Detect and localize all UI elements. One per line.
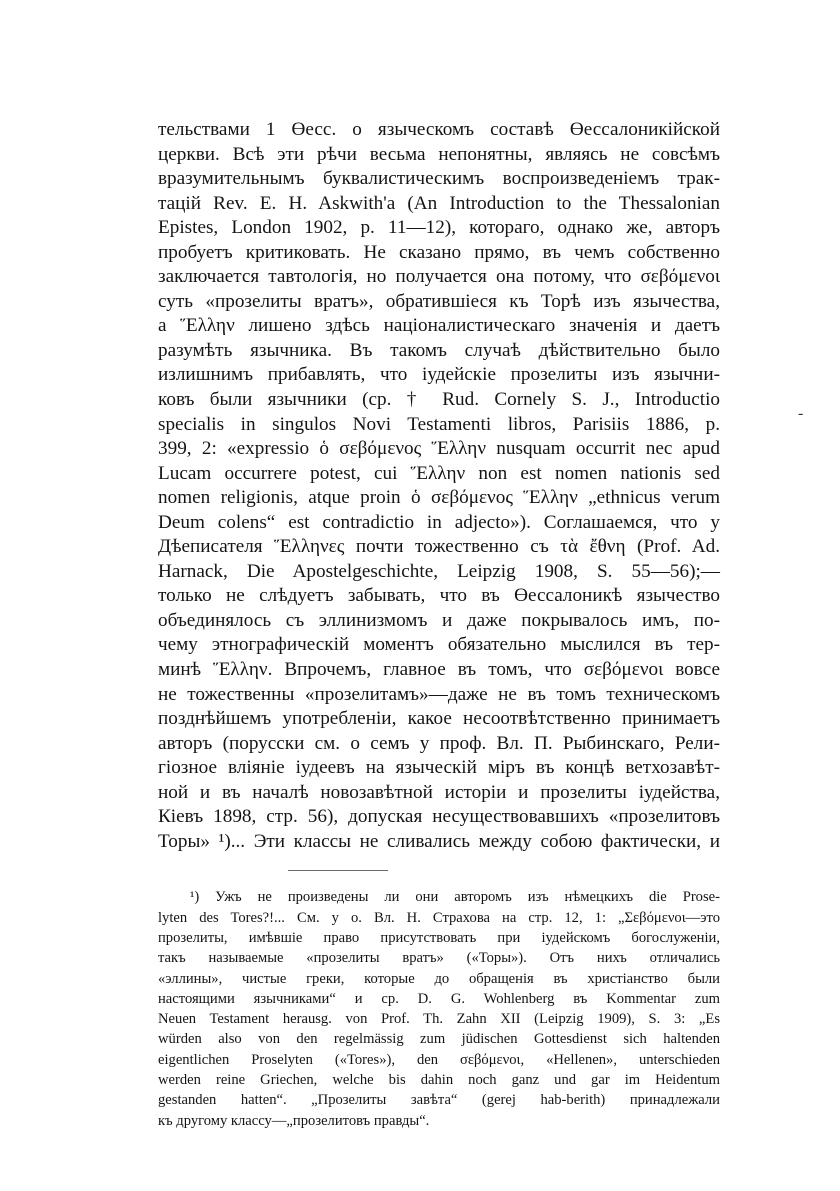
- text-line: гіозное вліяніе іудеевъ на языческій міръ въ концѣ ветхозавѣт-: [158, 757, 720, 779]
- text-line: объединялось съ эллинизмомъ и даже покрывалось имъ, по-: [158, 609, 720, 631]
- main-text: [158, 118, 720, 854]
- footnote-line: къ другому классу—„прозелитовъ правды“.: [158, 1112, 430, 1129]
- footnote: [158, 887, 720, 1131]
- footnote-line: eigentlichen Proselyten («Tores»), den σεβόμενοι, «Hellenen», unterschieden: [158, 1051, 720, 1068]
- text-line: чему этнографическій моментъ обязательно мыслился въ тер-: [158, 634, 720, 656]
- text-line: тельствами 1 Өесс. о языческомъ составѣ Өессалоникійской: [158, 119, 720, 140]
- text-line: 399, 2: «expressio ὁ σεβόμενος Ἕλλην nusquam occurrit nec apud: [158, 438, 720, 460]
- text-line: не тожественны «прозелитамъ»—даже не въ томъ техническомъ: [158, 683, 720, 705]
- text-line: nomen religionis, atque proin ὁ σεβόμενος Ἕλλην „ethnicus verum: [158, 487, 720, 509]
- footnote-line: ¹) Ужъ не произведены ли они авторомъ изъ нѣмецкихъ die Prose-: [190, 889, 720, 906]
- footnote-line: werden reine Griechen, welche bis dahin noch ganz und gar im Heidentum: [158, 1072, 720, 1089]
- footnote-line: gestanden hatten“. „Прозелиты завѣта“ (gerej hab-berith) принадлежали: [158, 1092, 720, 1109]
- text-line: Epistes, London 1902, p. 11—12), котораго, однако же, авторъ: [158, 217, 720, 239]
- text-line: specialis in singulos Novi Testamenti libros, Parisiis 1886, p.: [158, 413, 720, 435]
- text-line: Lucam occurrere potest, cui Ἕλλην non est nomen nationis sed: [158, 462, 720, 484]
- text-line: а Ἕλλην лишено здѣсь націоналистическаго значенія и даетъ: [158, 315, 720, 337]
- text-line: ной и въ началѣ новозавѣтной исторіи и прозелиты іудейства,: [158, 781, 720, 803]
- text-line: заключается тавтологія, но получается она потому, что σεβόμενοι: [158, 266, 720, 288]
- text-line: разумѣть язычника. Въ такомъ случаѣ дѣйствительно было: [158, 339, 720, 361]
- footnote-line: прозелиты, имѣвшіе право присутствовать при іудейскомъ богослуженіи,: [158, 930, 720, 946]
- text-line: суть «прозелиты вратъ», обратившіеся къ Торѣ изъ язычества,: [158, 290, 720, 312]
- text-line: пробуетъ критиковать. Не сказано прямо, въ чемъ собственно: [158, 241, 720, 263]
- text-line: Торы» ¹)... Эти классы не сливались между собою фактически, и: [158, 830, 720, 852]
- text-line: Harnack, Die Apostelgeschichte, Leipzig 1908, S. 55—56);—: [158, 560, 720, 582]
- footnote-line: würden also von den regelmässig zum jüdischen Gottesdienst sich haltenden: [158, 1031, 720, 1048]
- footnote-line: настоящими язычниками“ и ср. D. G. Wohlenberg въ Kommentar zum: [158, 990, 720, 1007]
- footnote-line: такъ называемые «прозелиты вратъ» («Торы»). Отъ нихъ отличались: [158, 950, 720, 967]
- text-line: вразумительнымъ буквалистическимъ воспроизведеніемъ трак-: [158, 168, 720, 190]
- footnote-line: lyten des Tores?!... См. у о. Вл. Н. Страхова на стр. 12, 1: „Σεβόμενοι—это: [158, 909, 720, 926]
- footnote-separator: [288, 870, 388, 871]
- text-line: ковъ были язычники (ср. † Rud. Cornely S. J., Introductio: [158, 389, 720, 411]
- document-page: [158, 118, 720, 1131]
- text-line: Кіевъ 1898, стр. 56), допуская несуществовавшихъ «прозелитовъ: [158, 806, 720, 828]
- footnote-line: «эллины», чистые греки, которые до обращенія въ христіанство были: [158, 970, 720, 987]
- text-line: Дѣеписателя Ἕλληνες почти тожественно съ τὰ ἔθνη (Prof. Ad.: [158, 536, 720, 558]
- text-line: церкви. Всѣ эти рѣчи весьма непонятны, являясь не совсѣмъ: [158, 143, 720, 165]
- footnote-line: Neuen Testament herausg. von Prof. Th. Zahn XII (Leipzig 1909), S. 3: „Es: [158, 1011, 720, 1028]
- text-line: излишнимъ прибавлять, что іудейскіе прозелиты изъ язычни-: [158, 364, 720, 386]
- text-line: авторъ (порусски см. о семъ у проф. Вл. П. Рыбинскаго, Рели-: [158, 732, 720, 754]
- text-line: минѣ Ἕλλην. Впрочемъ, главное въ томъ, что σεβόμενοι вовсе: [158, 659, 720, 681]
- text-line: Deum colens“ est contradictio in adjecto»). Соглашаемся, что у: [158, 511, 720, 533]
- margin-mark: -: [798, 405, 804, 422]
- text-line: тацій Rev. E. H. Askwith'a (An Introduction to the Thessalonian: [158, 192, 720, 214]
- text-line: позднѣйшемъ употребленіи, какое несоотвѣтственно принимаетъ: [158, 708, 720, 730]
- text-line: только не слѣдуетъ забывать, что въ Өессалоникѣ язычество: [158, 585, 720, 607]
